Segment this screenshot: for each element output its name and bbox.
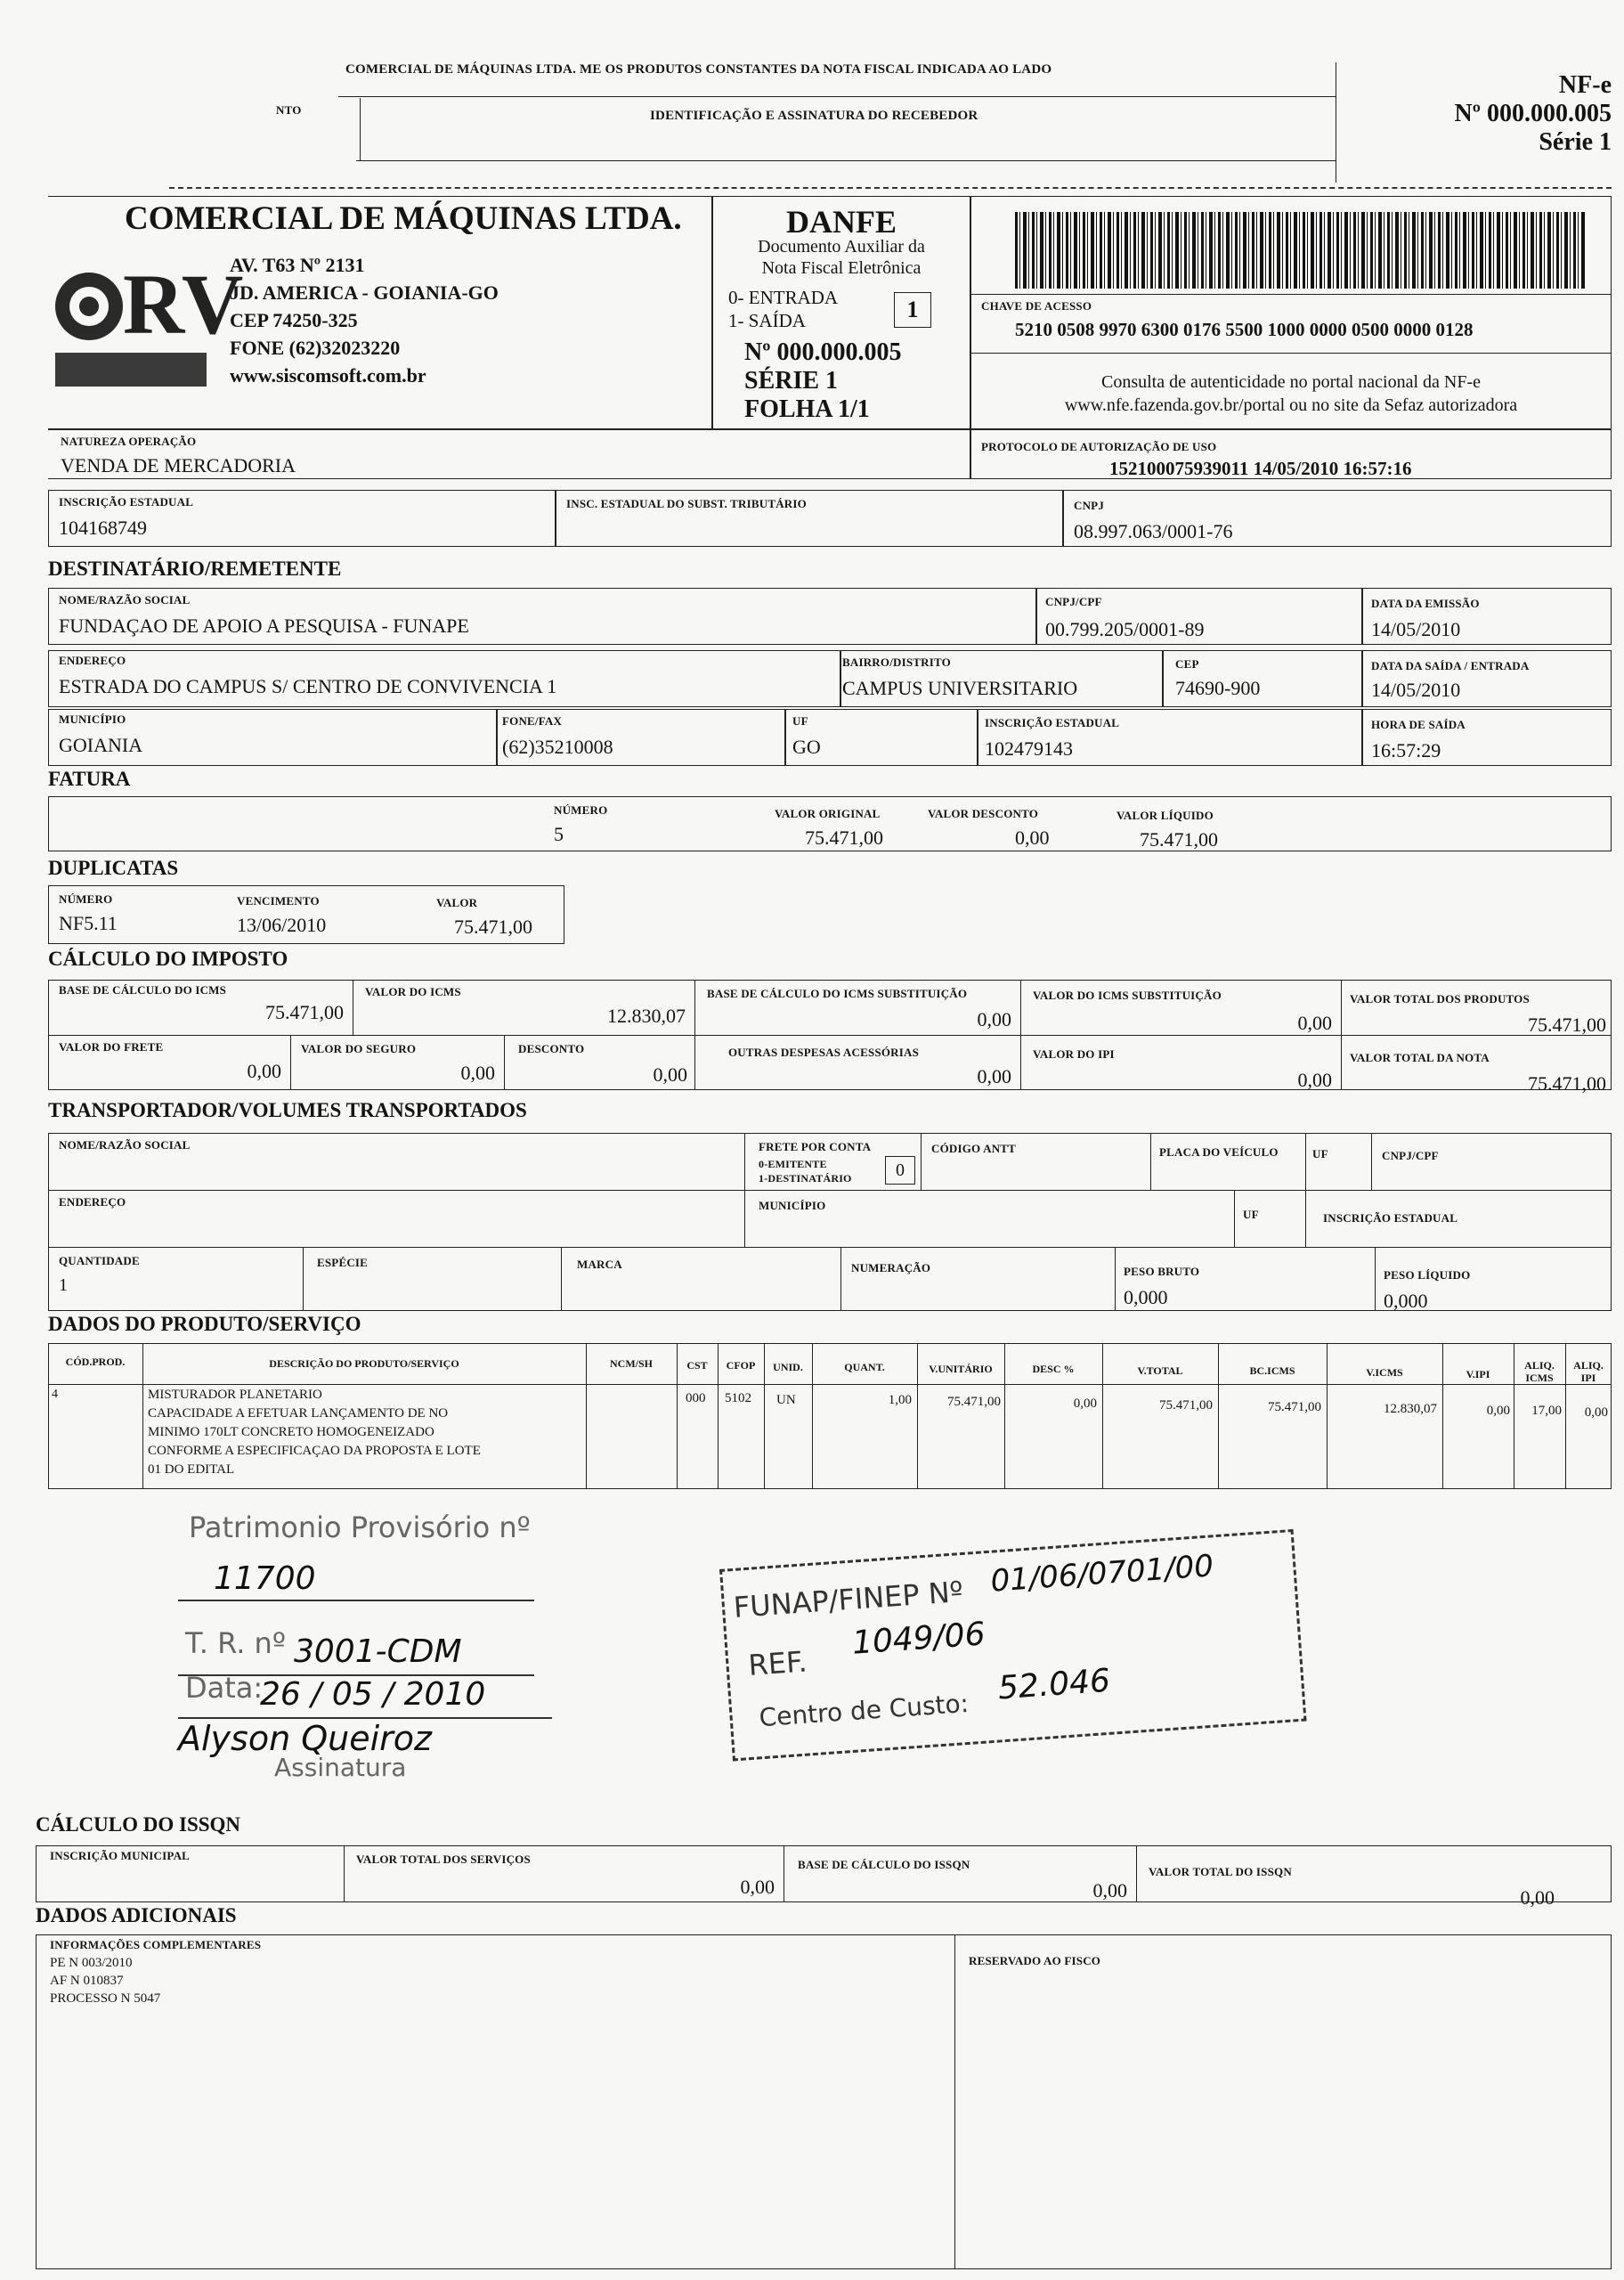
info-line-1: PE N 003/2010 <box>50 1956 133 1970</box>
dest-cep-label: CEP <box>1175 657 1199 671</box>
danfe-folha: FOLHA 1/1 <box>744 395 870 423</box>
address-phone: FONE (62)32023220 <box>230 337 401 359</box>
col-desc-pct: DESC % <box>1032 1363 1075 1375</box>
protocolo-value: 152100075939011 14/05/2010 16:57:16 <box>1109 458 1412 479</box>
data-value: 26 / 05 / 2010 <box>260 1676 486 1713</box>
fatura-liquido: 75.471,00 <box>1140 828 1218 851</box>
ipi-label: VALOR DO IPI <box>1033 1047 1115 1061</box>
row-aliq-icms: 17,00 <box>1531 1404 1562 1418</box>
patrimonio-signature: Alyson Queiroz <box>178 1719 432 1758</box>
transp-marca-label: MARCA <box>577 1258 622 1271</box>
transp-frete-opt1: 0-EMITENTE <box>759 1158 827 1170</box>
receipt-signature-label: IDENTIFICAÇÃO E ASSINATURA DO RECEBEDOR <box>650 109 978 123</box>
dest-uf: GO <box>792 736 821 758</box>
ie-label: INSCRIÇÃO ESTADUAL <box>59 495 194 509</box>
dest-saida-label: DATA DA SAÍDA / ENTRADA <box>1371 659 1530 672</box>
imposto-section: CÁLCULO DO IMPOSTO <box>48 948 288 970</box>
patrimonio-title: Patrimonio Provisório nº <box>189 1510 531 1544</box>
patrimonio-numero: 11700 <box>214 1560 316 1597</box>
col-vtotal: V.TOTAL <box>1137 1364 1183 1377</box>
consulta-line-2: www.nfe.fazenda.gov.br/portal ou no site da Sefaz autorizadora <box>1064 395 1518 415</box>
issqn-im-label: INSCRIÇÃO MUNICIPAL <box>50 1849 191 1862</box>
col-v-ipi: V.IPI <box>1466 1368 1490 1380</box>
dest-emissao-label: DATA DA EMISSÃO <box>1371 597 1480 610</box>
info-line-3: PROCESSO N 5047 <box>50 1991 161 2006</box>
transp-frete-box <box>885 1156 915 1185</box>
dest-fone: (62)35210008 <box>502 736 613 758</box>
frete-label: VALOR DO FRETE <box>59 1040 164 1054</box>
info-line-2: AF N 010837 <box>50 1974 124 1988</box>
total-nota-label: VALOR TOTAL DA NOTA <box>1350 1051 1490 1064</box>
dest-hora: 16:57:29 <box>1371 739 1441 761</box>
base-icms-label: BASE DE CÁLCULO DO ICMS <box>59 983 227 997</box>
receipt-left-label: NTO <box>276 103 302 117</box>
row-quant: 1,00 <box>888 1393 912 1407</box>
nfe-number-box <box>1344 71 1612 157</box>
fatura-desconto: 0,00 <box>1015 826 1050 849</box>
row-cfop: 5102 <box>725 1391 751 1405</box>
frete: 0,00 <box>247 1060 281 1082</box>
row-v-icms: 12.830,07 <box>1384 1402 1437 1416</box>
transp-frete-value: 0 <box>896 1160 905 1180</box>
dest-endereco: ESTRADA DO CAMPUS S/ CENTRO DE CONVIVENCIA 1 <box>59 675 557 697</box>
transp-ie-label: INSCRIÇÃO ESTADUAL <box>1323 1211 1458 1225</box>
company-website: www.siscomsoft.com.br <box>230 364 426 387</box>
ie-st-label: INSC. ESTADUAL DO SUBST. TRIBUTÁRIO <box>566 497 807 510</box>
col-aliq-ipi: ALIQ. IPI <box>1573 1359 1604 1384</box>
row-bc-icms: 75.471,00 <box>1268 1400 1321 1414</box>
centro-label: Centro de Custo: <box>758 1688 970 1733</box>
dest-fone-label: FONE/FAX <box>502 714 563 728</box>
dup-valor-label: VALOR <box>436 896 478 909</box>
transp-especie-label: ESPÉCIE <box>317 1256 369 1269</box>
nfe-number: Nº 000.000.005 <box>1454 100 1612 127</box>
row-desc-1: MISTURADOR PLANETARIO <box>148 1388 322 1402</box>
dup-venc-label: VENCIMENTO <box>237 894 320 908</box>
col-aliq-icms: ALIQ. ICMS <box>1524 1359 1555 1384</box>
transp-municipio-label: MUNICÍPIO <box>759 1199 826 1212</box>
fatura-section: FATURA <box>48 768 131 790</box>
danfe-serie: SÉRIE 1 <box>744 367 839 395</box>
dest-emissao: 14/05/2010 <box>1371 618 1461 640</box>
transp-cnpj-label: CNPJ/CPF <box>1382 1149 1439 1162</box>
row-desc-2: CAPACIDADE A EFETUAR LANÇAMENTO DE NO <box>148 1406 449 1421</box>
transp-frete-label: FRETE POR CONTA <box>759 1140 872 1153</box>
seguro: 0,00 <box>460 1062 495 1084</box>
col-quant: QUANT. <box>844 1361 885 1373</box>
dup-valor: 75.471,00 <box>454 916 532 938</box>
transp-section: TRANSPORTADOR/VOLUMES TRANSPORTADOS <box>48 1099 527 1121</box>
patrimonio-underline <box>178 1600 534 1601</box>
address-line-2: JD. AMERICA - GOIANIA-GO <box>230 281 499 304</box>
danfe-subtitle-2: Nota Fiscal Eletrônica <box>761 258 922 278</box>
seguro-label: VALOR DO SEGURO <box>301 1042 417 1055</box>
dest-nome-label: NOME/RAZÃO SOCIAL <box>59 593 191 607</box>
col-v-icms: V.ICMS <box>1366 1366 1403 1379</box>
dup-numero-label: NÚMERO <box>59 892 113 906</box>
col-cod: CÓD.PROD. <box>65 1356 126 1368</box>
issqn-base: 0,00 <box>1092 1879 1127 1901</box>
centro-value: 52.046 <box>996 1662 1112 1707</box>
issqn-total: 0,00 <box>1520 1886 1555 1909</box>
danfe-title: DANFE <box>786 204 897 240</box>
issqn-base-label: BASE DE CÁLCULO DO ISSQN <box>798 1858 970 1871</box>
info-label: INFORMAÇÕES COMPLEMENTARES <box>50 1938 262 1951</box>
danfe-tipo: 1 <box>906 297 919 322</box>
col-vunit: V.UNITÁRIO <box>929 1363 993 1375</box>
outras: 0,00 <box>977 1065 1011 1087</box>
dup-numero: NF5.11 <box>59 912 118 934</box>
produtos-section: DADOS DO PRODUTO/SERVIÇO <box>48 1313 361 1335</box>
cut-line <box>169 187 1612 189</box>
nfe-title: NF-e <box>1558 71 1612 99</box>
danfe-subtitle-1: Documento Auxiliar da <box>758 237 925 256</box>
issqn-total-label: VALOR TOTAL DO ISSQN <box>1149 1865 1292 1878</box>
nfe-series: Série 1 <box>1539 128 1612 156</box>
row-aliq-ipi: 0,00 <box>1584 1405 1608 1420</box>
base-st-label: BASE DE CÁLCULO DO ICMS SUBSTITUIÇÃO <box>707 987 968 1000</box>
dest-bairro: CAMPUS UNIVERSITARIO <box>842 677 1078 699</box>
assinatura-label: Assinatura <box>274 1753 407 1782</box>
row-cst: 000 <box>686 1391 706 1405</box>
dest-saida: 14/05/2010 <box>1371 679 1461 701</box>
dest-cep: 74690-900 <box>1175 677 1261 699</box>
fatura-numero: 5 <box>554 823 564 845</box>
transp-frete-opt2: 1-DESTINATÁRIO <box>759 1172 852 1185</box>
dest-municipio: GOIANIA <box>59 734 143 756</box>
data-label: Data: <box>185 1671 264 1705</box>
valor-st: 0,00 <box>1297 1012 1332 1034</box>
dest-municipio-label: MUNICÍPIO <box>59 712 126 726</box>
ref-value: 1049/06 <box>850 1616 987 1662</box>
fatura-original: 75.471,00 <box>805 826 883 849</box>
col-cst: CST <box>686 1359 708 1372</box>
row-vunit: 75.471,00 <box>947 1395 1001 1409</box>
receipt-text: COMERCIAL DE MÁQUINAS LTDA. ME OS PRODUTOS CONSTANTES DA NOTA FISCAL INDICADA AO LADO <box>345 62 1052 77</box>
total-nota: 75.471,00 <box>1528 1072 1606 1095</box>
funap-stamp <box>719 1529 1306 1762</box>
company-name: COMERCIAL DE MÁQUINAS LTDA. <box>125 200 682 237</box>
row-unid: UN <box>776 1393 796 1407</box>
danfe-saida: 1- SAÍDA <box>728 310 806 331</box>
col-ncm: NCM/SH <box>610 1357 653 1370</box>
dup-venc: 13/06/2010 <box>237 914 327 936</box>
danfe-entrada: 0- ENTRADA <box>728 287 839 308</box>
destinatario-section: DESTINATÁRIO/REMETENTE <box>48 558 342 580</box>
fatura-desconto-label: VALOR DESCONTO <box>928 807 1039 820</box>
receipt-stub <box>0 53 1624 178</box>
row-desc-4: CONFORME A ESPECIFICAÇAO DA PROPOSTA E LOTE <box>148 1444 481 1458</box>
dest-cnpj: 00.799.205/0001-89 <box>1045 618 1205 640</box>
col-cfop: CFOP <box>726 1359 756 1372</box>
cnpj-value: 08.997.063/0001-76 <box>1074 520 1233 542</box>
dest-nome: FUNDAÇAO DE APOIO A PESQUISA - FUNAPE <box>59 615 469 637</box>
dest-hora-label: HORA DE SAÍDA <box>1371 718 1466 731</box>
total-prod: 75.471,00 <box>1528 1014 1606 1036</box>
ref-label: REF. <box>747 1644 808 1682</box>
issqn-servicos: 0,00 <box>740 1876 775 1898</box>
danfe-tipo-box <box>894 292 931 328</box>
dest-bairro-label: BAIRRO/DISTRITO <box>842 656 951 669</box>
transp-endereco-label: ENDEREÇO <box>59 1195 126 1209</box>
address-line-1: AV. T63 Nº 2131 <box>230 254 365 276</box>
valor-st-label: VALOR DO ICMS SUBSTITUIÇÃO <box>1033 989 1222 1002</box>
natureza-label: NATUREZA OPERAÇÃO <box>61 435 197 448</box>
total-prod-label: VALOR TOTAL DOS PRODUTOS <box>1350 992 1530 1006</box>
transp-antt-label: CÓDIGO ANTT <box>931 1142 1017 1155</box>
info-lines <box>50 1954 160 2007</box>
logo-text: RV <box>123 256 244 352</box>
duplicatas-section: DUPLICATAS <box>48 857 179 879</box>
valor-icms-label: VALOR DO ICMS <box>365 985 461 998</box>
transp-peso-liq-label: PESO LÍQUIDO <box>1384 1268 1471 1282</box>
fatura-numero-label: NÚMERO <box>554 803 608 817</box>
natureza-value: VENDA DE MERCADORIA <box>61 454 296 476</box>
transp-qtd: 1 <box>59 1275 68 1295</box>
row-v-ipi: 0,00 <box>1486 1404 1510 1418</box>
dest-endereco-label: ENDEREÇO <box>59 654 126 667</box>
dest-cnpj-label: CNPJ/CPF <box>1045 595 1102 608</box>
fatura-liquido-label: VALOR LÍQUIDO <box>1116 809 1214 822</box>
protocolo-label: PROTOCOLO DE AUTORIZAÇÃO DE USO <box>981 440 1217 453</box>
row-cod: 4 <box>52 1388 58 1401</box>
company-logo <box>52 253 244 395</box>
tr-value: 3001-CDM <box>294 1633 462 1670</box>
issqn-section: CÁLCULO DO ISSQN <box>36 1813 241 1836</box>
address-cep: CEP 74250-325 <box>230 309 358 331</box>
row-desc-pct: 0,00 <box>1073 1396 1097 1411</box>
transp-nome-label: NOME/RAZÃO SOCIAL <box>59 1138 191 1152</box>
transp-uf2-label: UF <box>1243 1208 1259 1221</box>
transp-peso-bruto-label: PESO BRUTO <box>1124 1265 1200 1278</box>
dest-ie-label: INSCRIÇÃO ESTADUAL <box>985 716 1120 729</box>
desconto: 0,00 <box>653 1063 687 1086</box>
transp-placa-label: PLACA DO VEÍCULO <box>1159 1145 1279 1159</box>
col-unid: UNID. <box>773 1361 803 1373</box>
barcode <box>1015 212 1585 289</box>
funap-value: 01/06/0701/00 <box>989 1548 1215 1600</box>
tr-label: T. R. nº <box>185 1626 286 1660</box>
fisco-label: RESERVADO AO FISCO <box>969 1954 1101 1967</box>
cnpj-label: CNPJ <box>1074 499 1105 512</box>
issqn-servicos-label: VALOR TOTAL DOS SERVIÇOS <box>356 1852 531 1866</box>
base-icms: 75.471,00 <box>265 1001 344 1023</box>
base-st: 0,00 <box>977 1008 1011 1030</box>
adicionais-section: DADOS ADICIONAIS <box>36 1904 237 1926</box>
outras-label: OUTRAS DESPESAS ACESSÓRIAS <box>728 1046 919 1059</box>
transp-peso-bruto: 0,000 <box>1124 1286 1168 1308</box>
transp-qtd-label: QUANTIDADE <box>59 1254 140 1267</box>
valor-icms: 12.830,07 <box>607 1005 686 1027</box>
funap-label: FUNAP/FINEP Nº <box>732 1575 964 1624</box>
transp-uf-label: UF <box>1312 1147 1328 1160</box>
row-desc-3: MINIMO 170LT CONCRETO HOMOGENEIZADO <box>148 1425 434 1439</box>
consulta-line-1: Consulta de autenticidade no portal nacional da NF-e <box>1101 372 1481 392</box>
col-desc: DESCRIÇÃO DO PRODUTO/SERVIÇO <box>269 1357 459 1370</box>
chave-label: CHAVE DE ACESSO <box>981 299 1092 313</box>
chave-value: 5210 0508 9970 6300 0176 5500 1000 0000 0500 0000 0128 <box>1015 319 1474 340</box>
transp-numeracao-label: NUMERAÇÃO <box>851 1261 931 1274</box>
ipi: 0,00 <box>1297 1069 1332 1091</box>
dest-uf-label: UF <box>792 714 808 728</box>
transp-peso-liq: 0,000 <box>1384 1290 1428 1312</box>
desconto-label: DESCONTO <box>518 1042 585 1055</box>
row-vtotal: 75.471,00 <box>1159 1398 1213 1413</box>
fatura-original-label: VALOR ORIGINAL <box>775 807 881 820</box>
company-address <box>230 251 499 389</box>
ie-value: 104168749 <box>59 517 147 539</box>
danfe-number: Nº 000.000.005 <box>744 338 902 366</box>
dest-ie: 102479143 <box>985 737 1073 760</box>
col-bc-icms: BC.ICMS <box>1249 1364 1295 1377</box>
row-desc-5: 01 DO EDITAL <box>148 1462 235 1477</box>
